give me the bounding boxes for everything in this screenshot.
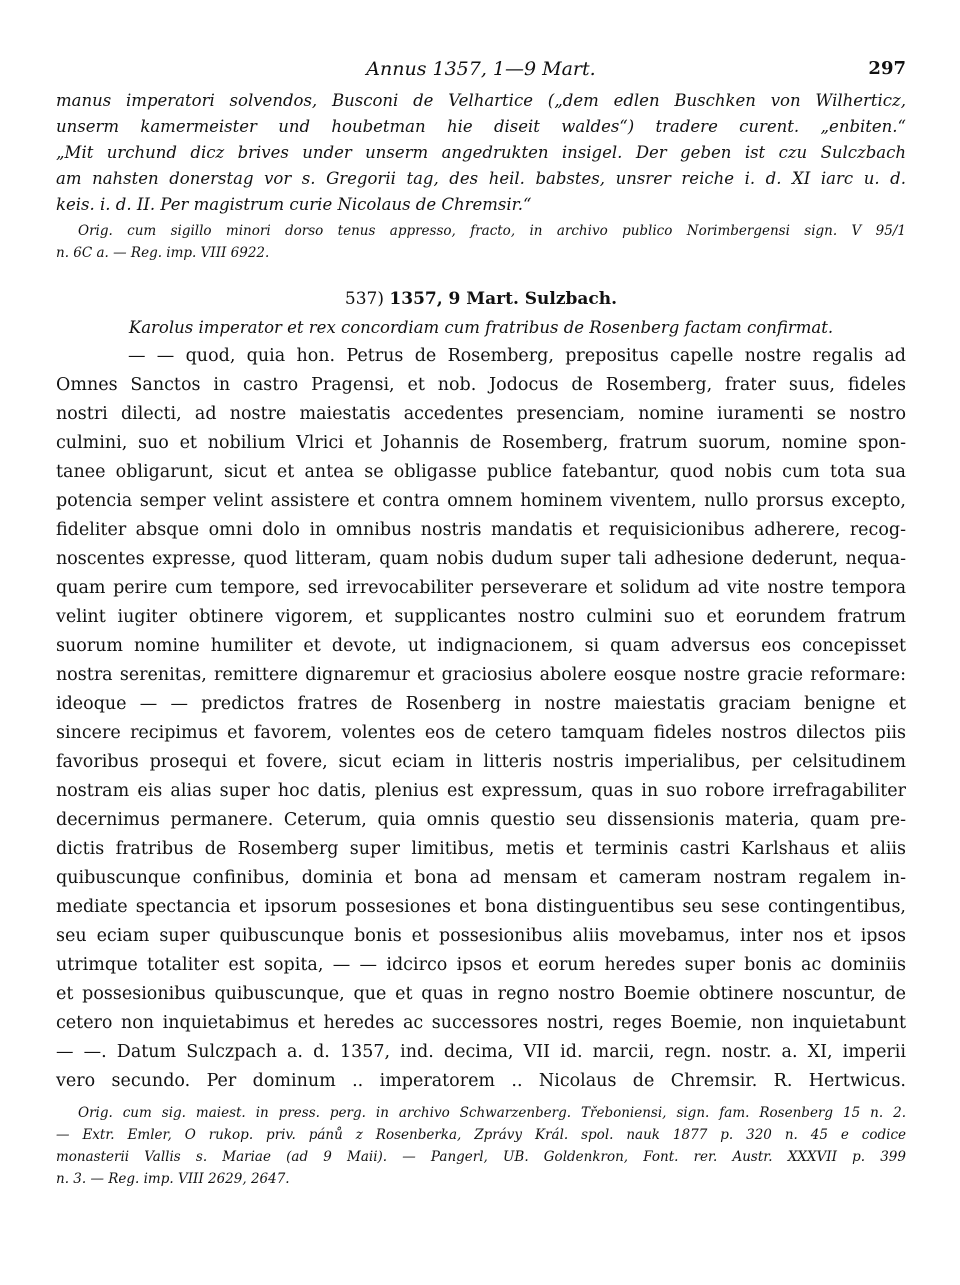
entry-regest: Karolus imperator et rex concordiam cum fratribus de Rosenberg factam confirmat. <box>128 318 834 337</box>
text-line: ideoque — — predictos fratres de Rosenberg in nostre maiestatis graciam benigne et <box>56 694 906 714</box>
text-line: cetero non inquietabimus et heredes ac successores nostri, reges Boemie, non inquietabunt <box>56 1013 906 1033</box>
page-number: 297 <box>868 58 906 79</box>
page <box>56 58 906 1190</box>
text-line: — —. Datum Sulczpach a. d. 1357, ind. decima, VII id. marcii, regn. nostr. a. XI, imperii <box>56 1042 906 1062</box>
text-line: suorum nomine humiliter et devote, ut indignacionem, si quam adversus eos concepisset <box>56 636 906 656</box>
entry-text <box>56 342 906 1096</box>
note-line: monasterii Vallis s. Mariae (ad 9 Maii). — Pangerl, UB. Goldenkron, Font. rer. Austr. XXXVII p. 399 <box>56 1149 906 1165</box>
text-line: culmini, suo et nobilium Vlrici et Johannis de Rosemberg, fratrum suorum, nomine spon- <box>56 433 906 453</box>
text-line: fideliter absque omni dolo in omnibus nostris mandatis et requisicionibus adherere, recog- <box>56 520 906 540</box>
text-line: unserm kamermeister und houbetman hie diseit waldes“) tradere curent. „enbiten.“ <box>56 117 906 136</box>
entry-heading <box>56 284 906 314</box>
note-line: n. 3. — Reg. imp. VIII 2629, 2647. <box>56 1171 290 1187</box>
text-line: nostra serenitas, remittere dignaremur et graciosius abolere eosque nostre gracie reformare: <box>56 665 906 685</box>
text-line: — — quod, quia hon. Petrus de Rosemberg, prepositus capelle nostre regalis ad <box>128 346 906 366</box>
text-line: favoribus prosequi et fovere, sicut eciam in litteris nostris imperialibus, per celsitudinem <box>56 752 906 772</box>
text-line: dictis fratribus de Rosemberg super limitibus, metis et terminis castri Karlshaus et aliis <box>56 839 906 859</box>
note-line: Orig. cum sig. maiest. in press. perg. in archivo Schwarzenberg. Třeboniensi, sign. fam. Rosenberg 15 n. 2. <box>78 1105 906 1121</box>
text-line: tanee obligarunt, sicut et antea se obligasse publice fatebantur, quod nobis cum tota sua <box>56 462 906 482</box>
text-line: keis. i. d. II. Per magistrum curie Nicolaus de Chremsir.“ <box>56 195 532 214</box>
text-line: velint iugiter obtinere vigorem, et supplicantes nostro culmini suo et eorundem fratrum <box>56 607 906 627</box>
text-line: nostri dilecti, ad nostre maiestatis accedentes presenciam, nomine iuramenti se nostro <box>56 404 906 424</box>
note-line: — Extr. Emler, O rukop. priv. pánů z Rosenberka, Zprávy Král. spol. nauk 1877 p. 320 n. 45 e codice <box>56 1127 906 1143</box>
text-line: sincere recipimus et favorem, volentes eos de cetero tamquam fideles nostros dilectos piis <box>56 723 906 743</box>
text-line: mediate spectancia et ipsorum possesiones et bona distinguentibus seu sese contingentibus, <box>56 897 906 917</box>
text-line: Omnes Sanctos in castro Pragensi, et nob. Jodocus de Rosemberg, frater suus, fideles <box>56 375 906 395</box>
text-line: manus imperatori solvendos, Busconi de Velhartice („dem edlen Buschken von Wilherticz, <box>56 91 906 110</box>
text-line: seu eciam super quibuscunque bonis et possesionibus aliis movebamus, inter nos et ipsos <box>56 926 906 946</box>
entry-notes <box>56 1102 906 1190</box>
note-line: n. 6C a. — Reg. imp. VIII 6922. <box>56 245 270 261</box>
text-line: decernimus permanere. Ceterum, quia omnis questio seu dissensionis materia, quam pre- <box>56 810 906 830</box>
running-title: Annus 1357, 1—9 Mart. <box>366 58 596 80</box>
prev-entry-text <box>56 88 906 218</box>
text-line: quibuscunque confinibus, dominia et bona ad mensam et cameram nostram regalem in- <box>56 868 906 888</box>
note-line: Orig. cum sigillo minori dorso tenus appresso, fracto, in archivo publico Norimbergensi sign. V 95/1 <box>78 223 906 239</box>
text-line: utrimque totaliter est sopita, — — idcirco ipsos et eorum heredes super bonis ac dominiis <box>56 955 906 975</box>
running-head <box>56 58 906 88</box>
text-line: vero secundo. Per dominum .. imperatorem .. Nicolaus de Chremsir. R. Hertwicus. <box>56 1071 906 1091</box>
entry-date-place: 1357, 9 Mart. Sulzbach. <box>389 289 618 309</box>
text-line: am nahsten donerstag vor s. Gregorii tag, des heil. babstes, unsrer reiche i. d. XI iarc u. d. <box>56 169 906 188</box>
text-line: et possesionibus quibuscunque, que et quas in regno nostro Boemie obtinere noscuntur, de <box>56 984 906 1004</box>
text-line: „Mit urchund dicz brives under unserm angedrukten insigel. Der geben ist czu Sulczbach <box>56 143 906 162</box>
prev-entry-notes <box>56 220 906 264</box>
text-line: potencia semper velint assistere et contra omnem hominem viventem, nullo prorsus excepto, <box>56 491 906 511</box>
text-line: noscentes expresse, quod litteram, quam nobis dudum super tali adhesione dederunt, nequa- <box>56 549 906 569</box>
entry-number: 537) <box>344 289 384 309</box>
text-line: quam perire cum tempore, sed irrevocabiliter perseverare et solidum ad vite nostre tempora <box>56 578 906 598</box>
text-line: nostram eis alias super hoc datis, plenius est expressum, quas in suo robore irrefragabiliter <box>56 781 906 801</box>
